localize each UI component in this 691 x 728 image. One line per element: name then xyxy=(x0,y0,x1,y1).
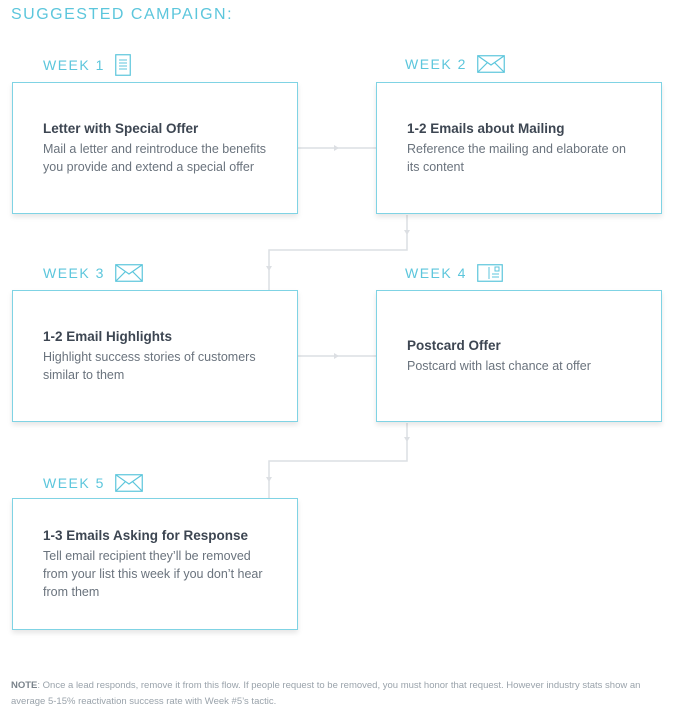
week-3-label-text: WEEK 3 xyxy=(43,265,105,281)
week-4-card xyxy=(376,290,662,422)
note-text: : Once a lead responds, remove it from this flow. If people request to be removed, you must honor that request. However industry stats show an average 5-15% reactivation success rate with Week #5’s tactic. xyxy=(11,680,641,707)
week-5-label xyxy=(43,474,143,492)
week-5-title: 1-3 Emails Asking for Response xyxy=(43,527,249,543)
week-1-description: Mail a letter and reintroduce the benefits you provide and extend a special offer xyxy=(43,141,267,174)
week-3-card xyxy=(12,290,298,422)
week-4-label-text: WEEK 4 xyxy=(405,265,467,281)
envelope-icon xyxy=(115,474,143,492)
week-3-title: 1-2 Email Highlights xyxy=(43,328,173,344)
week-1-label-text: WEEK 1 xyxy=(43,57,105,73)
letter-icon xyxy=(115,54,131,76)
week-3-description: Highlight success stories of customers similar to them xyxy=(43,349,256,382)
week-4-description: Postcard with last chance at offer xyxy=(407,358,591,373)
week-2-card xyxy=(376,82,662,214)
envelope-icon xyxy=(115,264,143,282)
footnote xyxy=(11,678,671,710)
week-1-title: Letter with Special Offer xyxy=(43,120,199,136)
week-2-label xyxy=(405,55,505,73)
week-5-label-text: WEEK 5 xyxy=(43,475,105,491)
week-2-description: Reference the mailing and elaborate on its content xyxy=(407,141,626,174)
week-5-card xyxy=(12,498,298,630)
week-2-title: 1-2 Emails about Mailing xyxy=(407,120,565,136)
week-5-description: Tell email recipient they’ll be removed from your list this week if you don’t hear from them xyxy=(43,548,263,599)
week-1-card xyxy=(12,82,298,214)
week-4-title: Postcard Offer xyxy=(407,337,501,353)
week-1-label xyxy=(43,54,131,76)
week-2-label-text: WEEK 2 xyxy=(405,56,467,72)
week-3-label xyxy=(43,264,143,282)
note-label: NOTE xyxy=(11,680,38,691)
week-4-label xyxy=(405,264,503,282)
envelope-icon xyxy=(477,55,505,73)
postcard-icon xyxy=(477,264,503,282)
campaign-heading: SUGGESTED CAMPAIGN: xyxy=(11,6,234,23)
